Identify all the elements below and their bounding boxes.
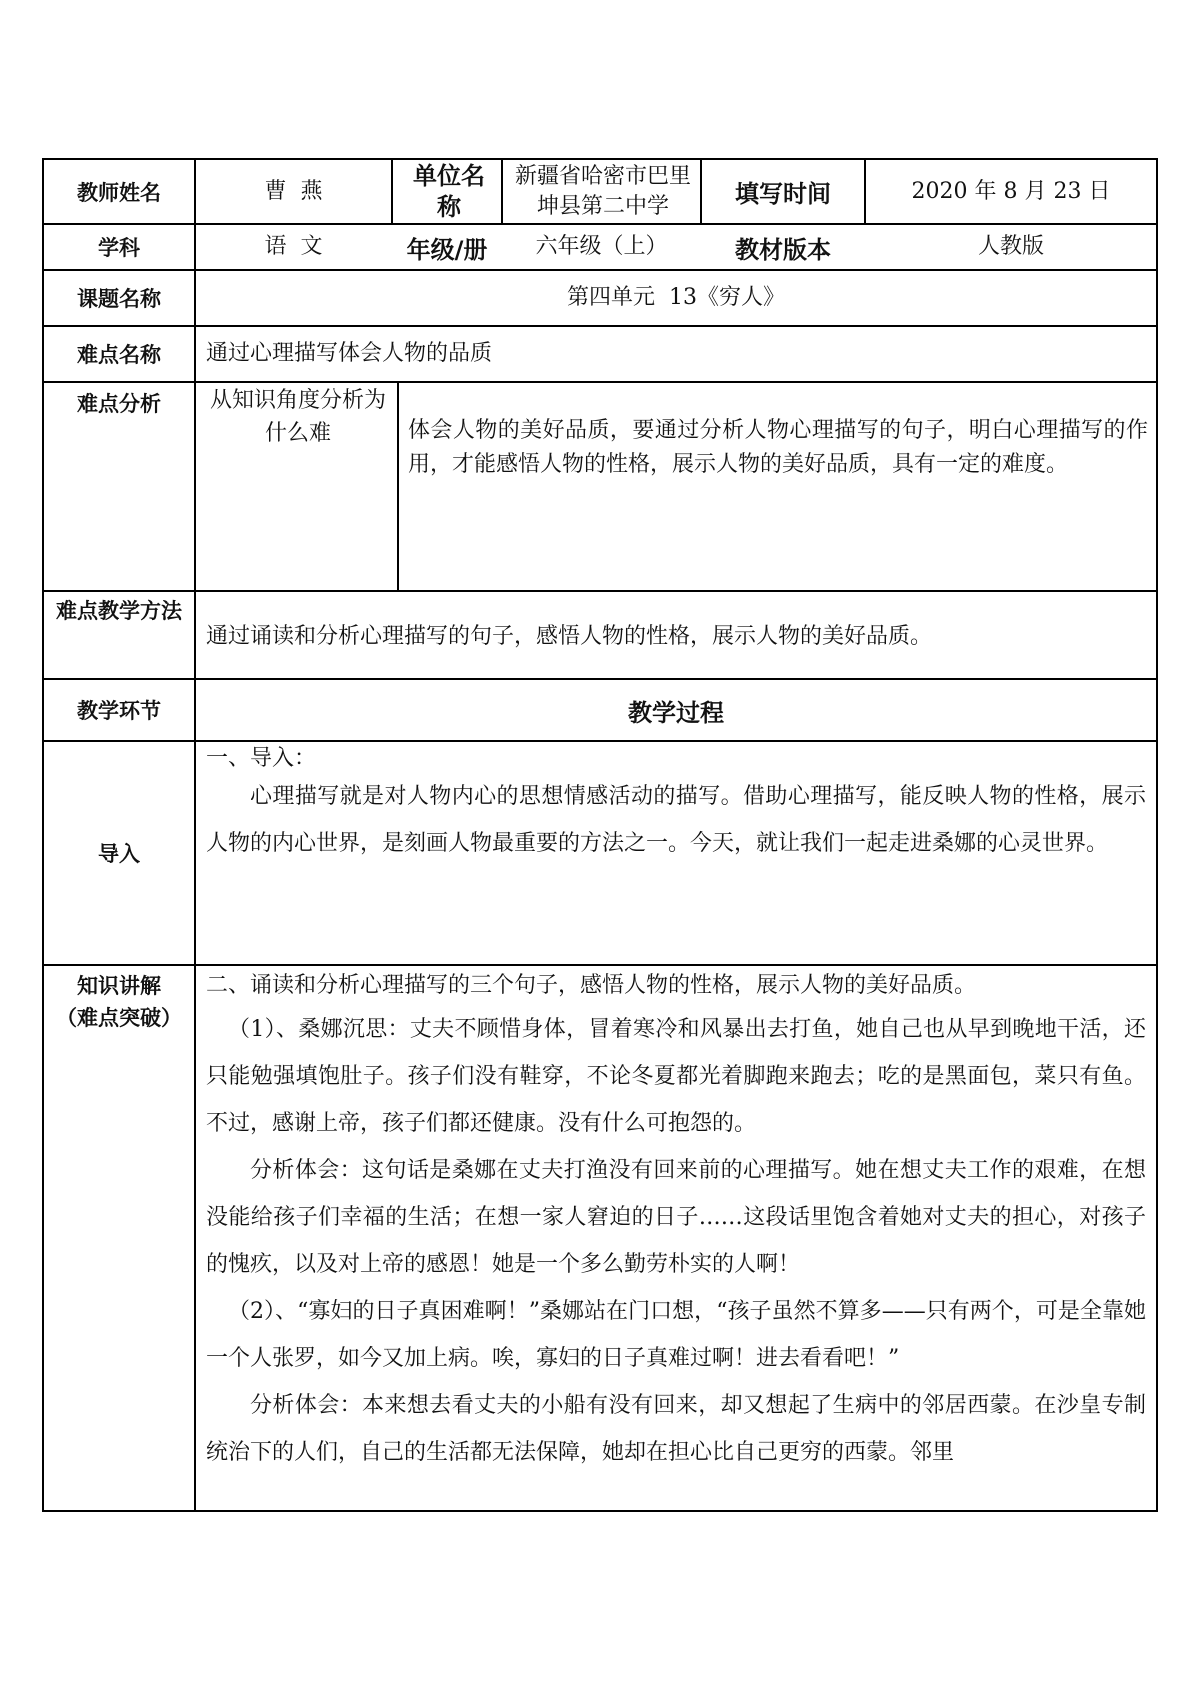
analysis-label: 难点分析 [77,392,161,416]
knowledge-p4: 分析体会：本来想去看丈夫的小船有没有回来，却又想起了生病中的邻居西蒙。在沙皇专制统治下的人们，自己的生活都无法保障，她却在担心比自己更穷的西蒙。邻里 [206,1393,1146,1465]
method-label: 难点教学方法 [56,599,182,623]
subject-label: 学科 [98,236,140,260]
analysis-value: 体会人物的美好品质，要通过分析人物心理描写的句子，明白心理描写的作用，才能感悟人物的性格，展示人物的美好品质，具有一定的难度。 [408,418,1148,477]
grade-value: 六年级（上） [535,234,668,259]
knowledge-p1: （1）、桑娜沉思：丈夫不顾惜身体，冒着寒冷和风暴出去打鱼，她自己也从早到晚地干活，还只能勉强填饱肚子。孩子们没有鞋穿，不论冬夏都光着脚跑来跑去；吃的是黑面包，菜只有鱼。不过，感谢上帝，孩子们都还健康。没有什么可抱怨的。 [206,1017,1146,1136]
knowledge-label-sub: （难点突破） [56,1006,182,1030]
date-value: 2020 年 8 月 23 日 [911,178,1111,204]
teacher-name-value: 曹 燕 [264,178,323,204]
knowledge-p3: （2）、“寡妇的日子真困难啊！”桑娜站在门口想，“孩子虽然不算多——只有两个，可是全靠她一个人张罗，如今又加上病。唉，寡妇的日子真难过啊！进去看看吧！” [206,1299,1146,1371]
unit-value: 新疆省哈密市巴里坤县第二中学 [514,163,691,219]
method-value: 通过诵读和分析心理描写的句子，感悟人物的性格，展示人物的美好品质。 [206,624,933,649]
topic-label: 课题名称 [77,287,161,311]
knowledge-content [206,966,1146,1476]
teacher-name-label: 教师姓名 [77,180,161,205]
intro-label: 导入 [98,842,140,866]
date-label: 填写时间 [735,180,831,208]
intro-paragraph: 心理描写就是对人物内心的思想情感活动的描写。借助心理描写，能反映人物的性格，展示人物的内心世界，是刻画人物最重要的方法之一。今天，就让我们一起走进桑娜的心灵世界。 [206,784,1146,856]
process-label: 教学环节 [77,699,161,723]
knowledge-heading: 二、诵读和分析心理描写的三个句子，感悟人物的性格，展示人物的美好品质。 [206,973,977,998]
topic-value: 第四单元 13《穷人》 [567,285,785,310]
intro-content [206,742,1146,867]
subject-value: 语 文 [264,234,323,259]
edition-value: 人教版 [977,234,1044,259]
knowledge-label: 知识讲解 [77,974,161,998]
grade-label: 年级/册 [406,235,488,264]
difficulty-value: 通过心理描写体会人物的品质 [206,341,493,366]
intro-heading: 一、导入： [206,746,317,771]
knowledge-p2: 分析体会：这句话是桑娜在丈夫打渔没有回来前的心理描写。她在想丈夫工作的艰难，在想没能给孩子们幸福的生活；在想一家人窘迫的日子……这段话里饱含着她对丈夫的担心，对孩子的愧疚，以及对上帝的感恩！她是一个多么勤劳朴实的人啊！ [206,1158,1146,1277]
knowledge-label-box [44,970,194,1034]
edition-label: 教材版本 [735,235,831,264]
difficulty-label: 难点名称 [77,343,161,367]
process-value: 教学过程 [628,698,724,727]
unit-label: 单位名称 [413,161,485,221]
analysis-sub-label: 从知识角度分析为什么难 [209,388,386,446]
